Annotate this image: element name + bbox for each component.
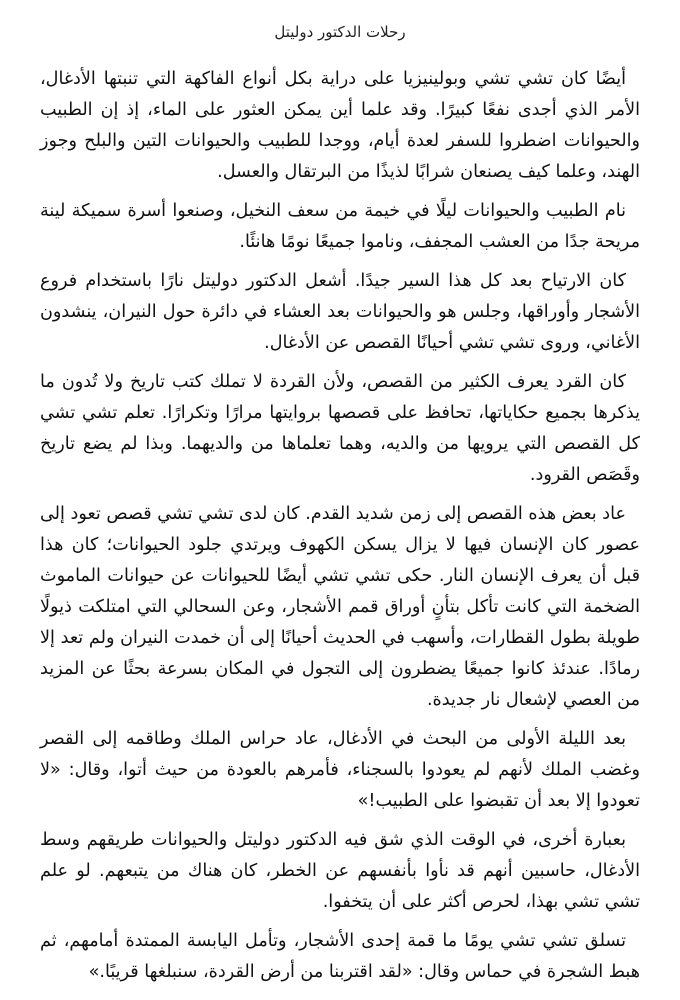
paragraph-4: كان القرد يعرف الكثير من القصص، ولأن القردة لا تملك كتب تاريخ ولا تُدون ما يذكرها بجميع حكاياتها، تحافظ على قصصها بروايتها مرارًا وتكرارًا. تعلم تشي تشي كل القصص التي يرويها من والديه، وهما تعلماها من والديهما. وبذا لم يضع تاريخ وقَصَص القرود. (40, 372, 640, 485)
paragraph-3: كان الارتياح بعد كل هذا السير جيدًا. أشعل الدكتور دوليتل نارًا باستخدام فروع الأشجار وأوراقها، وجلس هو والحيوانات بعد العشاء في دائرة حول النيران، ينشدون الأغاني، وروى تشي تشي أحيانًا القصص عن الأدغال. (40, 271, 640, 353)
paragraph-2: نام الطبيب والحيوانات ليلًا في خيمة من سعف النخيل، وصنعوا أسرة سميكة لينة مريحة جدًا من العشب المجفف، وناموا جميعًا نومًا هانئًا. (40, 201, 640, 252)
page-body (40, 64, 640, 996)
paragraph-6: بعد الليلة الأولى من البحث في الأدغال، عاد حراس الملك وطاقمه إلى القصر وغضب الملك لأنهم لم يعودوا بالسجناء، فأمرهم بالعودة من حيث أتوا، وقال: «لا تعودوا إلا بعد أن تقبضوا على الطبيب!» (40, 729, 640, 811)
paragraph-1: أيضًا كان تشي تشي وبولينيزيا على دراية بكل أنواع الفاكهة التي تنبتها الأدغال، الأمر الذي أجدى نفعًا كبيرًا. وقد علما أين يمكن العثور على الماء، إذ إن الطبيب والحيوانات اضطروا للسفر لعدة أيام، ووجدا للطبيب والحيوانات التين والبلح وجوز الهند، وعلما كيف يصنعان شرابًا لذيذًا من البرتقال والعسل. (40, 69, 640, 182)
paragraph-5: عاد بعض هذه القصص إلى زمن شديد القدم. كان لدى تشي تشي قصص تعود إلى عصور كان الإنسان فيها لا يزال يسكن الكهوف ويرتدي جلود الحيوانات؛ كان هذا قبل أن يعرف الإنسان النار. حكى تشي تشي أيضًا للحيوانات عن حيوانات الماموث الضخمة التي كانت تأكل بتأنٍ أوراق قمم الأشجار، وعن السحالي التي امتلكت ذيولًا طويلة بطول القطارات، وأسهب في الحديث أحيانًا إلى أن خمدت النيران ولم تعد إلا رمادًا. عندئذ كانوا جميعًا يضطرون إلى التجول في المكان بسرعة بحثًا عن المزيد من العصي لإشعال نار جديدة. (40, 504, 640, 710)
paragraph-8: تسلق تشي تشي يومًا ما قمة إحدى الأشجار، وتأمل اليابسة الممتدة أمامهم، ثم هبط الشجرة في حماس وقال: «لقد اقتربنا من أرض القردة، سنبلغها قريبًا.» (40, 931, 640, 982)
paragraph-7: بعبارة أخرى، في الوقت الذي شق فيه الدكتور دوليتل والحيوانات طريقهم وسط الأدغال، حاسبين أنهم قد نأوا بأنفسهم عن الخطر، كان هناك من يتبعهم. لو علم تشي تشي بهذا، لحرص أكثر على أن يتخفوا. (40, 830, 640, 912)
running-header: رحلات الدكتور دوليتل (274, 23, 406, 41)
